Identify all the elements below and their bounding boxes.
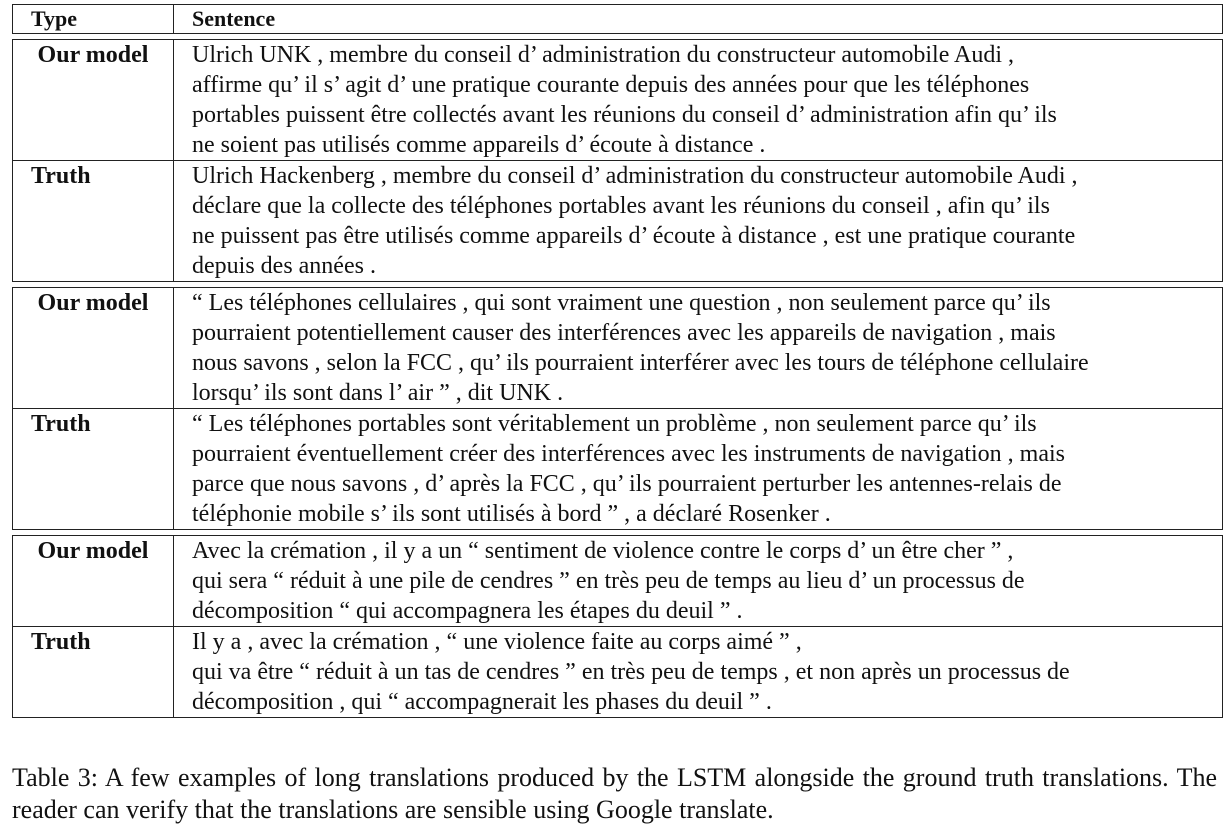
sentence-line: portables puissent être collectés avant les réunions du conseil d’ administration afin qu’ ils xyxy=(192,102,1057,128)
sentence-line: pourraient potentiellement causer des interférences avec les appareils de navigation , mais xyxy=(192,320,1056,346)
row-type-label: Our model xyxy=(13,288,174,408)
sentence-cell xyxy=(174,409,1222,529)
table-row xyxy=(13,160,1222,281)
sentence-cell xyxy=(174,627,1222,717)
row-type-label: Our model xyxy=(13,536,174,626)
sentence-line: Avec la crémation , il y a un “ sentiment de violence contre le corps d’ un être cher ” , xyxy=(192,538,1014,564)
sentence-line: déclare que la collecte des téléphones portables avant les réunions du conseil , afin qu’ ils xyxy=(192,193,1050,219)
sentence-line: décomposition “ qui accompagnera les étapes du deuil ” . xyxy=(192,598,743,624)
sentence-line: téléphonie mobile s’ ils sont utilisés à bord ” , a déclaré Rosenker . xyxy=(192,501,831,527)
table-row xyxy=(13,40,1222,160)
table-row xyxy=(13,536,1222,626)
example-group-2 xyxy=(12,287,1223,530)
sentence-line: Ulrich Hackenberg , membre du conseil d’ administration du constructeur automobile Audi , xyxy=(192,163,1078,189)
example-group-3 xyxy=(12,535,1223,718)
sentence-line: pourraient éventuellement créer des interférences avec les instruments de navigation , mais xyxy=(192,441,1065,467)
row-type-label: Truth xyxy=(13,161,174,281)
sentence-line: “ Les téléphones portables sont véritablement un problème , non seulement parce qu’ ils xyxy=(192,411,1037,437)
sentence-cell xyxy=(174,161,1222,281)
sentence-line: parce que nous savons , d’ après la FCC , qu’ ils pourraient perturber les antennes-relais de xyxy=(192,471,1062,497)
row-type-label: Our model xyxy=(13,40,174,160)
sentence-line: affirme qu’ il s’ agit d’ une pratique courante depuis des années pour que les téléphones xyxy=(192,72,1030,98)
sentence-line: lorsqu’ ils sont dans l’ air ” , dit UNK . xyxy=(192,380,564,406)
example-group-1 xyxy=(12,39,1223,282)
sentence-line: depuis des années . xyxy=(192,253,376,279)
table-row xyxy=(13,288,1222,408)
sentence-cell xyxy=(174,288,1222,408)
sentence-line: ne soient pas utilisés comme appareils d’ écoute à distance . xyxy=(192,132,766,158)
table-header-row xyxy=(12,4,1223,34)
header-sentence: Sentence xyxy=(192,6,276,31)
table-row xyxy=(13,408,1222,529)
sentence-cell xyxy=(174,536,1222,626)
sentence-line: qui va être “ réduit à un tas de cendres ” en très peu de temps , et non après un processus de xyxy=(192,659,1070,685)
table-row xyxy=(13,626,1222,717)
row-type-label: Truth xyxy=(13,409,174,529)
sentence-line: décomposition , qui “ accompagnerait les phases du deuil ” . xyxy=(192,689,772,715)
translation-table xyxy=(12,4,1223,718)
table-caption: Table 3: A few examples of long translations produced by the LSTM alongside the ground truth translations. The reader can verify that the translations are sensible using Google translate. xyxy=(12,763,1217,824)
sentence-line: “ Les téléphones cellulaires , qui sont vraiment une question , non seulement parce qu’ ils xyxy=(192,290,1051,316)
header-type: Type xyxy=(13,5,174,33)
sentence-line: Ulrich UNK , membre du conseil d’ administration du constructeur automobile Audi , xyxy=(192,42,1015,68)
sentence-cell xyxy=(174,40,1222,160)
sentence-line: qui sera “ réduit à une pile de cendres ” en très peu de temps au lieu d’ un processus de xyxy=(192,568,1025,594)
sentence-line: nous savons , selon la FCC , qu’ ils pourraient interférer avec les tours de téléphone cellulaire xyxy=(192,350,1089,376)
row-type-label: Truth xyxy=(13,627,174,717)
sentence-line: ne puissent pas être utilisés comme appareils d’ écoute à distance , est une pratique courante xyxy=(192,223,1076,249)
sentence-line: Il y a , avec la crémation , “ une violence faite au corps aimé ” , xyxy=(192,629,802,655)
